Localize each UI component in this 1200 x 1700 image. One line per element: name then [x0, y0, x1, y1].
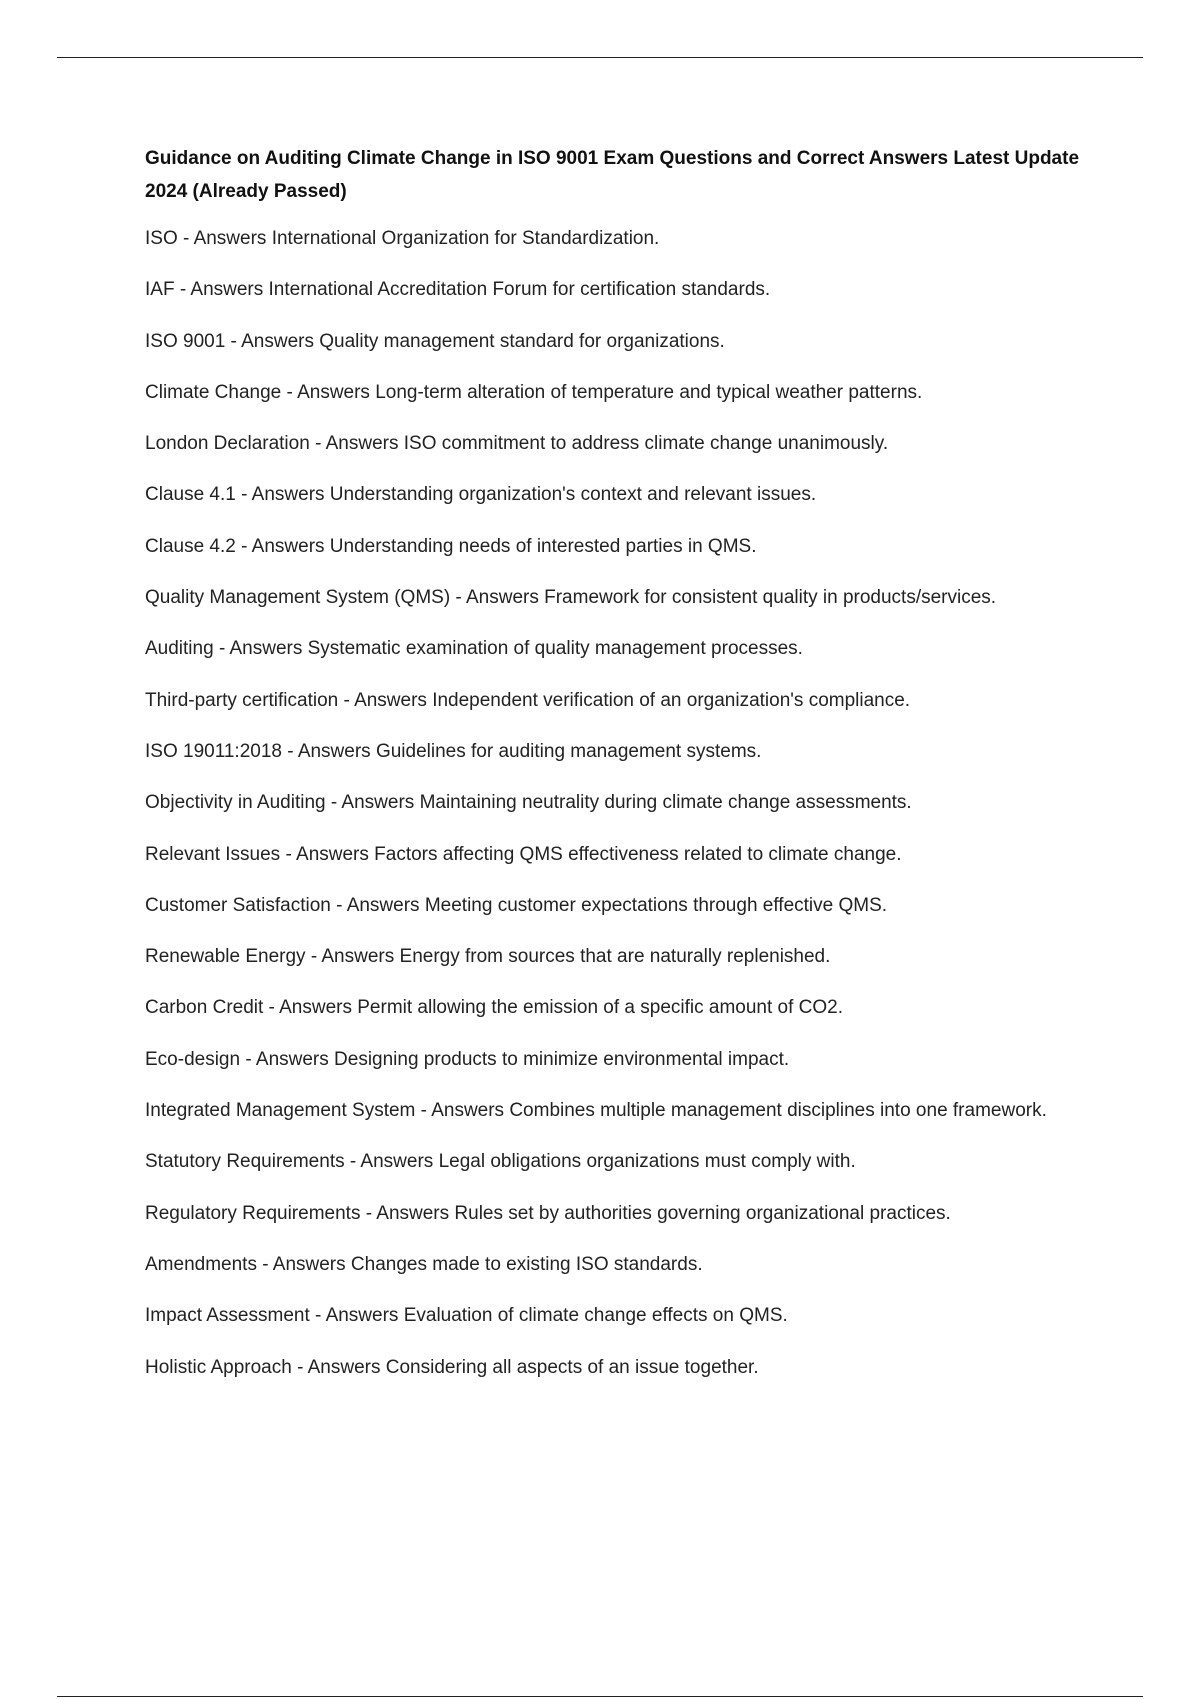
document-title: Guidance on Auditing Climate Change in ISO 9001 Exam Questions and Correct Answers Latest Update 2024 (Already Passed): [145, 148, 1080, 202]
qa-item: Auditing - Answers Systematic examination of quality management processes.: [145, 638, 803, 660]
qa-item: ISO 19011:2018 - Answers Guidelines for auditing management systems.: [145, 740, 762, 762]
qa-item: Clause 4.1 - Answers Understanding organization's context and relevant issues.: [145, 484, 817, 506]
qa-item: Impact Assessment - Answers Evaluation of climate change effects on QMS.: [145, 1305, 788, 1327]
qa-item: Regulatory Requirements - Answers Rules set by authorities governing organizational practices.: [145, 1202, 951, 1224]
qa-item: Clause 4.2 - Answers Understanding needs of interested parties in QMS.: [145, 535, 757, 557]
qa-item: Quality Management System (QMS) - Answers Framework for consistent quality in products/services.: [145, 587, 997, 609]
qa-item: Carbon Credit - Answers Permit allowing the emission of a specific amount of CO2.: [145, 997, 844, 1019]
footer-rule: [57, 1696, 1143, 1697]
qa-item: Third-party certification - Answers Independent verification of an organization's compliance.: [145, 689, 911, 711]
header-rule: [57, 57, 1143, 58]
qa-list: [145, 224, 1095, 1383]
qa-item: Holistic Approach - Answers Considering all aspects of an issue together.: [145, 1356, 759, 1378]
qa-item: Amendments - Answers Changes made to existing ISO standards.: [145, 1253, 703, 1275]
document-body: [145, 142, 1095, 1404]
qa-item: Objectivity in Auditing - Answers Maintaining neutrality during climate change assessments.: [145, 792, 912, 814]
qa-item: Statutory Requirements - Answers Legal obligations organizations must comply with.: [145, 1151, 856, 1173]
qa-item: Customer Satisfaction - Answers Meeting customer expectations through effective QMS.: [145, 894, 888, 916]
qa-item: ISO - Answers International Organization for Standardization.: [145, 228, 660, 249]
qa-item: London Declaration - Answers ISO commitment to address climate change unanimously.: [145, 433, 889, 455]
qa-item: Eco-design - Answers Designing products to minimize environmental impact.: [145, 1048, 790, 1070]
qa-item: Renewable Energy - Answers Energy from sources that are naturally replenished.: [145, 946, 831, 968]
qa-item: ISO 9001 - Answers Quality management standard for organizations.: [145, 330, 725, 352]
qa-item: Relevant Issues - Answers Factors affecting QMS effectiveness related to climate change.: [145, 843, 902, 865]
qa-item: Integrated Management System - Answers Combines multiple management disciplines into one framework.: [145, 1100, 1047, 1122]
qa-item: Climate Change - Answers Long-term alteration of temperature and typical weather patterns.: [145, 381, 923, 403]
qa-item: IAF - Answers International Accreditation Forum for certification standards.: [145, 279, 771, 301]
